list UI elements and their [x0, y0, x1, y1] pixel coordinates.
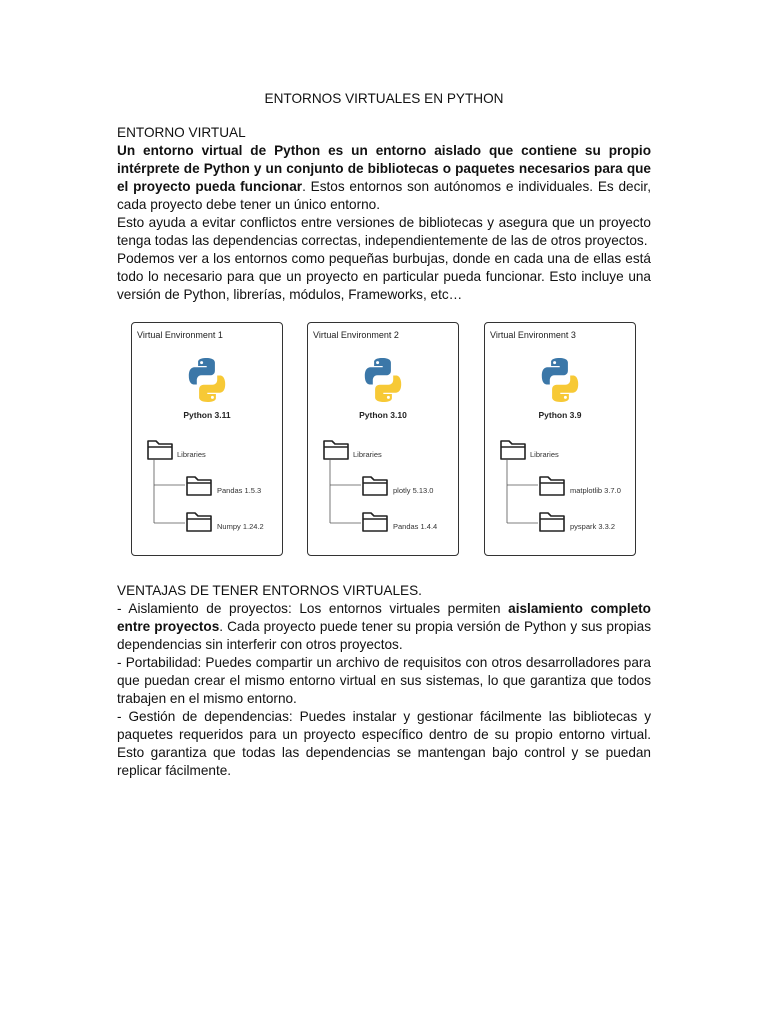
paragraph-aislamiento: [117, 600, 651, 654]
definition-bold: Un entorno virtual de Python es un entorno aislado que contiene su propio intérprete de Python y un conjunto de bibliotecas o paquetes necesarios para que el proyecto pueda funcionar: [117, 143, 651, 194]
aislamiento-bold: aislamiento completo entre proyectos: [117, 601, 651, 634]
environment-box-1: [131, 322, 283, 556]
package-folder-icon: [363, 477, 387, 495]
environment-box-3: [484, 322, 636, 556]
aislamiento-text-b: . Cada proyecto puede tener su propia versión de Python y sus propias dependencias sin interferir con otros proyectos.: [117, 619, 651, 652]
environment-box-2: [307, 322, 459, 556]
paragraph-bubbles: Podemos ver a los entornos como pequeñas burbujas, donde en cada una de ellas está todo lo necesario para que un proyecto en particular pueda funcionar. Esto incluye una versión de Python, librerías, módulos, Frameworks, etc…: [117, 251, 651, 302]
package-label: Numpy 1.24.2: [217, 522, 264, 531]
document-page: [117, 90, 651, 780]
python-version: Python 3.11: [183, 410, 231, 420]
package-label: matplotlib 3.7.0: [570, 486, 621, 495]
section-heading-ventajas: VENTAJAS DE TENER ENTORNOS VIRTUALES.: [117, 583, 422, 598]
package-folder-icon: [187, 513, 211, 531]
package-label: Pandas 1.5.3: [217, 486, 262, 495]
environment-title: Virtual Environment 2: [313, 330, 399, 340]
libraries-folder-icon: [324, 441, 348, 459]
libraries-label: Libraries: [177, 450, 206, 459]
definition-rest: . Estos entornos son autónomos e individuales. Es decir, cada proyecto debe tener un único entorno.: [117, 179, 651, 212]
package-label: plotly 5.13.0: [393, 486, 434, 495]
python-version: Python 3.9: [538, 410, 582, 420]
paragraph-definition: [117, 142, 651, 214]
libraries-label: Libraries: [353, 450, 382, 459]
paragraph-portabilidad: - Portabilidad: Puedes compartir un archivo de requisitos con otros desarrolladores para que puedan crear el mismo entorno virtual en sus sistemas, lo que garantiza que todos trabajen en el mismo entorno.: [117, 655, 651, 706]
libraries-label: Libraries: [530, 450, 559, 459]
environment-title: Virtual Environment 1: [137, 330, 223, 340]
package-folder-icon: [540, 477, 564, 495]
package-label: Pandas 1.4.4: [393, 522, 438, 531]
package-folder-icon: [187, 477, 211, 495]
environments-diagram: [117, 310, 651, 582]
paragraph-conflicts: Esto ayuda a evitar conflictos entre versiones de bibliotecas y asegura que un proyecto tenga todas las dependencias correctas, independientemente de las de otros proyectos.: [117, 215, 651, 248]
paragraph-gestion-dependencias: - Gestión de dependencias: Puedes instalar y gestionar fácilmente las bibliotecas y paquetes requeridos para un proyecto específico dentro de su propio entorno virtual. Esto garantiza que todas las dependencias se mantengan bajo control y se puedan replicar fácilmente.: [117, 709, 651, 778]
package-folder-icon: [540, 513, 564, 531]
environment-title: Virtual Environment 3: [490, 330, 576, 340]
python-version: Python 3.10: [359, 410, 407, 420]
libraries-folder-icon: [501, 441, 525, 459]
libraries-folder-icon: [148, 441, 172, 459]
section-heading-entorno-virtual: ENTORNO VIRTUAL: [117, 125, 246, 140]
package-label: pyspark 3.3.2: [570, 522, 616, 531]
package-folder-icon: [363, 513, 387, 531]
document-title: ENTORNOS VIRTUALES EN PYTHON: [264, 91, 504, 106]
aislamiento-text-a: - Aislamiento de proyectos: Los entornos virtuales permiten: [117, 601, 509, 616]
